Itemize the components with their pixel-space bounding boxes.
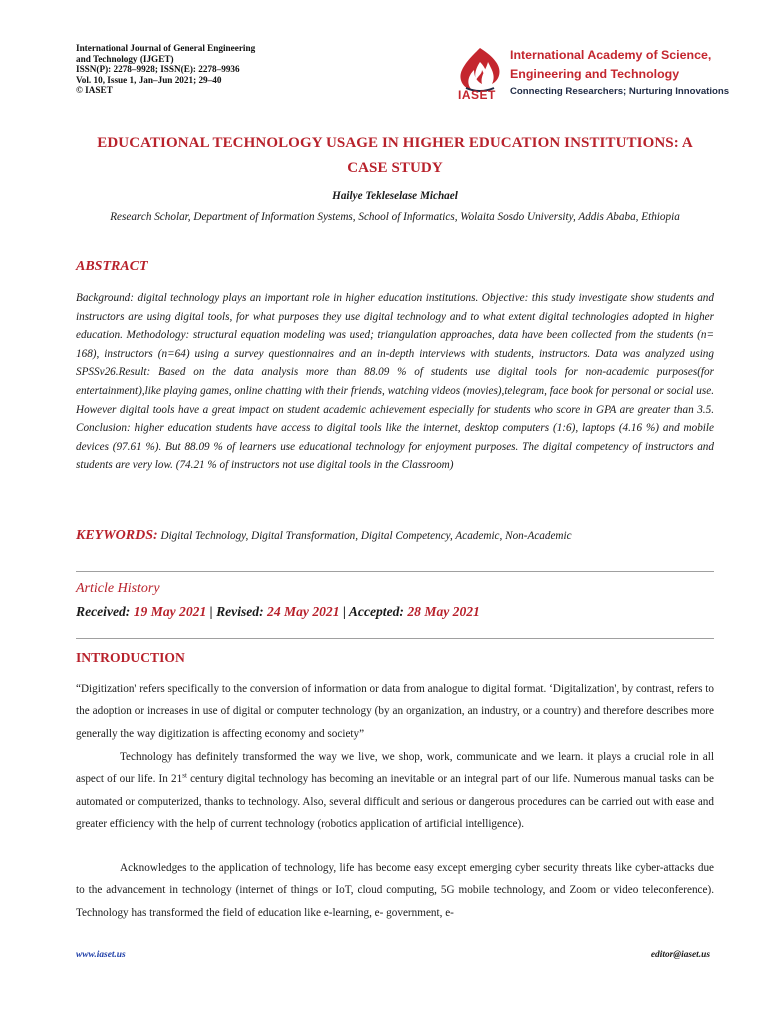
paragraph-text: century digital technology has becoming an inevitable or an integral part of our life. Numerous manual tasks can be automated or computerized, thanks to technology. Also, several difficult and serious or dangerous procedures can be carried out with ease and greater efficiency with the help of current technology (robotics application of artificial intelligence). [76, 773, 714, 831]
history-separator: | [209, 604, 213, 619]
paper-title-line2: CASE STUDY [347, 160, 443, 176]
paper-title [76, 131, 714, 181]
received-date: 19 May 2021 [133, 604, 207, 619]
keywords-text: Digital Technology, Digital Transformation, Digital Competency, Academic, Non-Academic [160, 530, 572, 542]
introduction-paragraph-2 [76, 746, 714, 836]
revised-date: 24 May 2021 [267, 604, 340, 619]
footer-website-link[interactable]: www.iaset.us [76, 950, 126, 960]
journal-volume: Vol. 10, Issue 1, Jan–Jun 2021; 29–40 [76, 74, 222, 85]
article-history-dates [76, 604, 714, 620]
paper-title-line1: EDUCATIONAL TECHNOLOGY USAGE IN HIGHER EDUCATION INSTITUTIONS: A [97, 135, 693, 151]
keywords [76, 528, 714, 544]
author-affiliation: Research Scholar, Department of Information Systems, School of Informatics, Wolaita Sosdo University, Addis Ababa, Ethiopia [110, 211, 680, 223]
journal-copyright: © IASET [76, 85, 113, 96]
author-name: Hailye Tekleselase Michael [332, 190, 458, 202]
revised-label: Revised: [216, 604, 264, 619]
abstract-heading: ABSTRACT [76, 259, 148, 274]
introduction-paragraph-3: Acknowledges to the application of technology, life has become easy except emerging cyber security threats like cyber-attacks due to the advancement in technology (internet of things or IoT, cloud computing, 5G mobile technology, and Zoom or video teleconference). Technology has transformed the field of education like e-learning, e- government, e- [76, 862, 714, 919]
footer-email-link[interactable]: editor@iaset.us [650, 950, 710, 960]
journal-citation [76, 43, 336, 96]
publisher-abbreviation: IASET [458, 88, 496, 102]
publisher-name-line2: Engineering and Technology [510, 67, 680, 81]
superscript: st [182, 771, 187, 780]
accepted-date: 28 May 2021 [407, 604, 480, 619]
article-history-heading: Article History [76, 581, 160, 596]
accepted-label: Accepted: [348, 604, 404, 619]
received-label: Received: [76, 604, 131, 619]
publisher-logo [452, 40, 732, 104]
journal-name-line2: and Technology (IJGET) [76, 53, 174, 64]
journal-issn: ISSN(P): 2278–9928; ISSN(E): 2278–9936 [76, 64, 240, 75]
publisher-tagline: Connecting Researchers; Nurturing Innovations [510, 86, 730, 97]
keywords-label: KEYWORDS: [76, 528, 158, 543]
introduction-heading: INTRODUCTION [76, 650, 185, 665]
journal-name-line1: International Journal of General Engineering [76, 43, 256, 53]
divider [76, 571, 714, 572]
introduction-paragraph-1: “Digitization' refers specifically to the conversion of information or data from analogue to digital format. ‘Digitalization', by contrast, refers to the adoption or increases in use of digital or computer technology (by an organization, an industry, or a country) and therefore describes more generally the way digitization is affecting economy and society” [76, 683, 714, 740]
publisher-name-line1: International Academy of Science, [510, 48, 712, 62]
divider [76, 638, 714, 639]
history-separator: | [342, 604, 346, 619]
abstract-text: Background: digital technology plays an important role in higher education institutions. Objective: this study investigate show students and instructors are using digital tools, for what purposes they use digital technology and to what extent digital technologies adopted in higher education. Methodology: structural equation modeling was used; triangulation approaches, data have been collected from the students (n= 168), instructors (n=64) using a survey questionnaires and an in-depth interviews with students, instructors. Data was analyzed using SPSSv26.Result: Based on the data analysis more than 88.09 % of students use digital tools for non-academic purposes(for entertainment),like playing games, online chatting with their friends, watching videos (movies),telegram, face book for personal or social use. However digital tools have a great impact on student academic achievement especially for students who score in GPA are greater than 3.5. Conclusion: higher education students have access to digital tools like the internet, desktop computers (1:6), laptops (4.16 %) and mobile devices (97.61 %). But 88.09 % of learners use educational technology for enjoyment purposes. The digital competency of instructors and students are very low. (74.21 % of instructors not use digital tools in the Classroom) [76, 292, 714, 472]
paragraph-text: Technology has definitely transformed the way we live, we shop, work, communicate and we learn. it plays a crucial role in all aspect of our life. In 21 [76, 751, 714, 786]
